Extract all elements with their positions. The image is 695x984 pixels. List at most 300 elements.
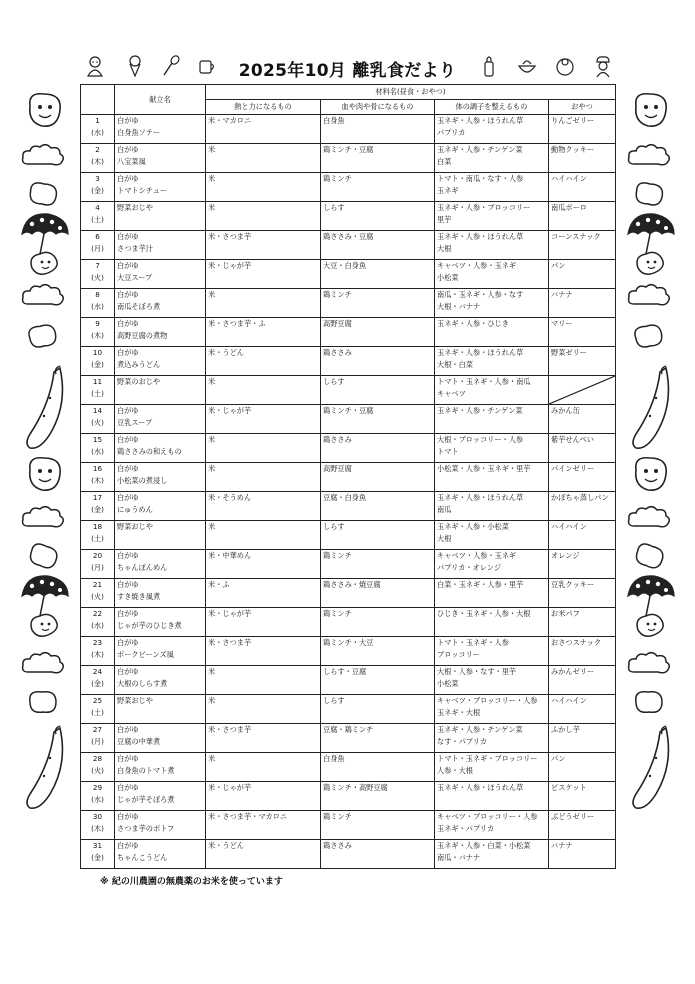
energy-line: 米・マカロニ: [208, 116, 252, 125]
menu-cell: [115, 260, 206, 289]
energy-cell: [206, 550, 321, 579]
menu-line: ちゃんぽんめん: [117, 563, 168, 572]
date-cell: [81, 811, 115, 840]
menu-line: 白がゆ: [117, 841, 139, 850]
menu-line: 野菜おじや: [117, 696, 153, 705]
snack-line: 野菜ゼリー: [551, 348, 587, 357]
right-decoration: [620, 84, 682, 884]
energy-line: 米: [208, 174, 216, 183]
blood-cell: [321, 840, 435, 869]
snack-cell: [549, 521, 616, 550]
energy-cell: [206, 782, 321, 811]
snack-cell: [549, 463, 616, 492]
energy-cell: [206, 115, 321, 144]
table-row: [81, 753, 616, 782]
pea-pod-icon: [626, 364, 676, 458]
day-number: 1: [95, 116, 100, 125]
menu-table: [80, 84, 616, 869]
menu-line: 白がゆ: [117, 116, 139, 125]
cloud-icon: [20, 142, 66, 172]
menu-line: 白がゆ: [117, 609, 139, 618]
menu-line: 白がゆ: [117, 464, 139, 473]
date-cell: [81, 579, 115, 608]
bean-face-icon: [630, 454, 672, 498]
snack-line: みかんゼリー: [551, 667, 595, 676]
menu-line: 野菜おじや: [117, 203, 153, 212]
blood-line: 鶏ミンチ・高野豆腐: [323, 783, 388, 792]
snack-line: ビスケット: [551, 783, 587, 792]
day-of-week: (水): [91, 302, 104, 311]
energy-line: 米・そうめん: [208, 493, 252, 502]
energy-line: 米: [208, 290, 216, 299]
body-line: キャベツ・ブロッコリー・人参: [437, 696, 538, 705]
day-of-week: (水): [91, 621, 104, 630]
snack-cell: [549, 405, 616, 434]
day-number: 4: [95, 203, 100, 212]
blood-line: しらす: [323, 203, 345, 212]
menu-line: さつま芋汁: [117, 244, 153, 253]
snack-line: マリー: [551, 319, 573, 328]
blood-line: 鶏ミンチ・大豆: [323, 638, 374, 647]
blood-cell: [321, 666, 435, 695]
day-number: 17: [92, 493, 103, 502]
blood-line: 豆腐・鶏ミンチ: [323, 725, 374, 734]
blood-line: 大豆・白身魚: [323, 261, 367, 270]
energy-line: 米: [208, 667, 216, 676]
menu-line: 小松菜の煮浸し: [117, 476, 168, 485]
energy-cell: [206, 434, 321, 463]
blood-line: しらす: [323, 377, 345, 386]
snack-line: バナナ: [551, 290, 573, 299]
blood-line: 鶏ミンチ: [323, 174, 352, 183]
blood-line: 鶏ささみ・豆腐: [323, 232, 374, 241]
day-of-week: (火): [91, 766, 104, 775]
day-of-week: (金): [91, 853, 104, 862]
energy-cell: [206, 289, 321, 318]
blood-line: しらす: [323, 522, 345, 531]
date-cell: [81, 260, 115, 289]
menu-cell: [115, 173, 206, 202]
body-cell: [435, 347, 549, 376]
day-of-week: (金): [91, 679, 104, 688]
body-line: 大根・バナナ: [437, 302, 481, 311]
table-row: [81, 405, 616, 434]
body-cell: [435, 695, 549, 724]
bean-face-icon: [630, 90, 672, 134]
body-line: 玉ネギ・人参・チンゲン菜: [437, 145, 523, 154]
menu-cell: [115, 608, 206, 637]
body-line: 玉ネギ・人参・ほうれん草: [437, 348, 524, 357]
date-cell: [81, 289, 115, 318]
menu-line: 白がゆ: [117, 261, 139, 270]
menu-cell: [115, 695, 206, 724]
day-of-week: (木): [91, 331, 104, 340]
blood-cell: [321, 579, 435, 608]
snack-cell: [549, 260, 616, 289]
energy-cell: [206, 724, 321, 753]
body-line: トマト・玉ネギ・人参・南瓜: [437, 377, 531, 386]
menu-cell: [115, 144, 206, 173]
snack-cell: [549, 347, 616, 376]
snack-cell: [549, 434, 616, 463]
body-line: 玉ネギ・人参・白菜・小松菜: [437, 841, 531, 850]
body-line: 白菜: [437, 157, 452, 166]
body-line: 玉ネギ・パプリカ: [437, 824, 495, 833]
snack-cell: [549, 376, 616, 405]
snack-cell: [549, 840, 616, 869]
body-line: 大根・ブロッコリー・人参: [437, 435, 524, 444]
pea-pod-icon: [20, 364, 70, 458]
cloud-icon: [626, 282, 672, 312]
day-number: 28: [92, 754, 103, 763]
menu-line: 白がゆ: [117, 667, 139, 676]
day-number: 3: [95, 174, 100, 183]
energy-cell: [206, 376, 321, 405]
blood-cell: [321, 695, 435, 724]
date-cell: [81, 318, 115, 347]
body-cell: [435, 637, 549, 666]
date-cell: [81, 202, 115, 231]
table-row: [81, 637, 616, 666]
page-title: 2025年10月 離乳食だより: [238, 61, 457, 81]
body-cell: [435, 724, 549, 753]
body-line: ひじき・玉ネギ・人参・大根: [437, 609, 531, 618]
blood-cell: [321, 289, 435, 318]
day-number: 16: [92, 464, 103, 473]
blood-cell: [321, 318, 435, 347]
snack-line: パン: [551, 261, 566, 270]
date-cell: [81, 144, 115, 173]
day-of-week: (火): [91, 273, 104, 282]
table-row: [81, 782, 616, 811]
energy-cell: [206, 579, 321, 608]
snack-cell: [549, 550, 616, 579]
blood-line: しらす: [323, 696, 345, 705]
menu-line: じゃが芋のひじき煮: [117, 621, 182, 630]
blood-cell: [321, 463, 435, 492]
body-line: 小松菜・人参・玉ネギ・里芋: [437, 464, 531, 473]
no-snack-slash: [549, 376, 615, 404]
blood-cell: [321, 434, 435, 463]
body-line: 大根: [437, 534, 452, 543]
menu-line: 白がゆ: [117, 435, 139, 444]
snack-header: おやつ: [549, 100, 616, 115]
body-line: 玉ネギ・人参・ほうれん草: [437, 232, 524, 241]
snack-line: バナナ: [551, 841, 573, 850]
energy-cell: [206, 144, 321, 173]
table-row: [81, 695, 616, 724]
body-line: トマト・玉ネギ・人参: [437, 638, 509, 647]
date-cell: [81, 405, 115, 434]
body-line: 白菜・玉ネギ・人参・里芋: [437, 580, 524, 589]
menu-line: 白がゆ: [117, 319, 139, 328]
body-line: 玉ネギ・人参・ひじき: [437, 319, 509, 328]
table-row: [81, 463, 616, 492]
table-row: [81, 434, 616, 463]
menu-line: 南瓜そぼろ煮: [117, 302, 161, 311]
day-of-week: (金): [91, 505, 104, 514]
day-of-week: (火): [91, 418, 104, 427]
blood-line: 鶏ミンチ: [323, 290, 352, 299]
blood-cell: [321, 115, 435, 144]
menu-cell: [115, 811, 206, 840]
left-decoration: [14, 84, 76, 884]
day-number: 6: [95, 232, 100, 241]
day-number: 14: [92, 406, 103, 415]
day-number: 31: [92, 841, 103, 850]
menu-cell: [115, 840, 206, 869]
body-cell: [435, 782, 549, 811]
table-row: [81, 579, 616, 608]
snack-line: オレンジ: [551, 551, 580, 560]
day-of-week: (木): [91, 650, 104, 659]
day-of-week: (水): [91, 128, 104, 137]
body-line: 小松菜: [437, 273, 459, 282]
menu-line: 白身魚ソテー: [117, 128, 161, 137]
snack-line: 紫芋せんべい: [551, 435, 594, 444]
menu-cell: [115, 289, 206, 318]
energy-line: 米: [208, 435, 216, 444]
blood-cell: [321, 202, 435, 231]
snack-line: ハイハイン: [551, 522, 587, 531]
energy-cell: [206, 492, 321, 521]
energy-line: 米・うどん: [208, 348, 244, 357]
blood-cell: [321, 724, 435, 753]
day-of-week: (水): [91, 447, 104, 456]
menu-cell: [115, 115, 206, 144]
body-cell: [435, 260, 549, 289]
menu-cell: [115, 521, 206, 550]
pea-pod-icon: [20, 724, 70, 818]
snack-line: ハイハイン: [551, 696, 587, 705]
body-cell: [435, 231, 549, 260]
umbrella-bean-icon: [18, 572, 72, 646]
energy-line: 米・じゃが芋: [208, 783, 252, 792]
menu-line: 白がゆ: [117, 406, 139, 415]
day-number: 18: [92, 522, 103, 531]
date-cell: [81, 173, 115, 202]
table-row: [81, 173, 616, 202]
energy-cell: [206, 811, 321, 840]
blood-line: 鶏ささみ・焼豆腐: [323, 580, 381, 589]
snack-cell: [549, 231, 616, 260]
day-of-week: (木): [91, 157, 104, 166]
menu-line: じゃが芋そぼろ煮: [117, 795, 175, 804]
menu-cell: [115, 405, 206, 434]
table-row: [81, 318, 616, 347]
blood-line: 白身魚: [323, 754, 345, 763]
body-line: 南瓜・玉ネギ・人参・なす: [437, 290, 524, 299]
date-cell: [81, 637, 115, 666]
day-number: 24: [92, 667, 103, 676]
bean-face-icon: [24, 90, 66, 134]
energy-cell: [206, 637, 321, 666]
menu-cell: [115, 753, 206, 782]
day-number: 8: [95, 290, 100, 299]
blood-cell: [321, 144, 435, 173]
blood-cell: [321, 550, 435, 579]
menu-line: 野菜おじや: [117, 522, 153, 531]
energy-line: 米・うどん: [208, 841, 244, 850]
cloud-icon: [626, 650, 672, 680]
blood-line: 鶏ささみ: [323, 841, 352, 850]
snack-line: りんごゼリー: [551, 116, 595, 125]
cloud-icon: [20, 650, 66, 680]
menu-line: 白がゆ: [117, 754, 139, 763]
body-line: 玉ネギ・人参・チンゲン菜: [437, 406, 523, 415]
menu-line: 大豆スープ: [117, 273, 153, 282]
kondate-header: 献立名: [115, 85, 206, 115]
body-line: 大根: [437, 244, 452, 253]
body-line: 小松菜: [437, 679, 459, 688]
body-cell: [435, 289, 549, 318]
menu-line: 鶏ささみの和えもの: [117, 447, 182, 456]
body-line: 玉ネギ・人参・ほうれん草: [437, 116, 524, 125]
blood-line: 鶏ミンチ: [323, 551, 352, 560]
body-cell: [435, 318, 549, 347]
body-cell: [435, 376, 549, 405]
blood-line: しらす・豆腐: [323, 667, 367, 676]
snack-cell: [549, 724, 616, 753]
blood-cell: [321, 637, 435, 666]
menu-line: 白がゆ: [117, 174, 139, 183]
energy-cell: [206, 231, 321, 260]
blood-cell: [321, 173, 435, 202]
day-of-week: (金): [91, 360, 104, 369]
menu-line: さつま芋のポトフ: [117, 824, 175, 833]
day-of-week: (月): [91, 563, 104, 572]
blood-cell: [321, 608, 435, 637]
body-cell: [435, 753, 549, 782]
snack-cell: [549, 753, 616, 782]
menu-line: 白がゆ: [117, 290, 139, 299]
body-line: 人参・大根: [437, 766, 473, 775]
body-line: パプリカ: [437, 128, 466, 137]
menu-cell: [115, 463, 206, 492]
table-row: [81, 811, 616, 840]
day-of-week: (土): [91, 215, 104, 224]
day-number: 10: [92, 348, 103, 357]
day-of-week: (月): [91, 244, 104, 253]
menu-line: 大根のしらす煮: [117, 679, 168, 688]
blood-line: 高野豆腐: [323, 464, 352, 473]
bean-icon: [26, 688, 60, 720]
body-line: 玉ネギ: [437, 186, 459, 195]
blood-line: 鶏ミンチ: [323, 609, 352, 618]
body-line: ブロッコリー: [437, 650, 480, 659]
snack-line: コーンスナック: [551, 232, 601, 241]
chef-child-icon: [592, 54, 614, 78]
date-cell: [81, 521, 115, 550]
energy-line: 米: [208, 464, 216, 473]
blood-line: 鶏ミンチ・豆腐: [323, 145, 374, 154]
table-row: [81, 115, 616, 144]
snack-line: みかん缶: [551, 406, 580, 415]
blood-cell: [321, 492, 435, 521]
ingredients-header: 材料名(昼食・おやつ): [206, 85, 616, 100]
body-cell: [435, 202, 549, 231]
snack-cell: [549, 492, 616, 521]
body-line: キャベツ・人参・玉ネギ: [437, 261, 517, 270]
energy-header: 熱と力になるもの: [206, 100, 321, 115]
day-of-week: (金): [91, 186, 104, 195]
snack-cell: [549, 318, 616, 347]
menu-line: ちゃんこうどん: [117, 853, 168, 862]
table-row: [81, 376, 616, 405]
date-cell: [81, 376, 115, 405]
day-number: 2: [95, 145, 100, 154]
day-number: 15: [92, 435, 103, 444]
date-header: [81, 85, 115, 115]
body-line: 玉ネギ・人参・チンゲン菜: [437, 725, 523, 734]
snack-cell: [549, 782, 616, 811]
date-cell: [81, 231, 115, 260]
energy-line: 米: [208, 145, 216, 154]
body-line: 玉ネギ・人参・ブロッコリー: [437, 203, 531, 212]
snack-line: パインゼリー: [551, 464, 595, 473]
body-cell: [435, 608, 549, 637]
body-line: 南瓜: [437, 505, 452, 514]
blood-cell: [321, 811, 435, 840]
table-row: [81, 666, 616, 695]
body-line: 大根・白菜: [437, 360, 473, 369]
blood-line: 鶏ミンチ・豆腐: [323, 406, 374, 415]
snack-cell: [549, 289, 616, 318]
menu-line: 白がゆ: [117, 812, 139, 821]
table-row: [81, 260, 616, 289]
menu-line: 白がゆ: [117, 783, 139, 792]
body-cell: [435, 173, 549, 202]
day-number: 9: [95, 319, 100, 328]
umbrella-bean-icon: [624, 572, 678, 646]
day-number: 25: [92, 696, 103, 705]
menu-cell: [115, 782, 206, 811]
snack-line: 南瓜ボーロ: [551, 203, 587, 212]
energy-cell: [206, 318, 321, 347]
blood-cell: [321, 521, 435, 550]
body-cell: [435, 666, 549, 695]
body-line: トマト: [437, 447, 459, 456]
body-line: トマト・南瓜・なす・人参: [437, 174, 524, 183]
body-line: キャベツ・人参・玉ネギ: [437, 551, 517, 560]
body-cell: [435, 434, 549, 463]
snack-line: ぶどうゼリー: [551, 812, 595, 821]
menu-cell: [115, 231, 206, 260]
body-cell: [435, 811, 549, 840]
table-row: [81, 347, 616, 376]
body-line: パプリカ・オレンジ: [437, 563, 501, 572]
menu-cell: [115, 376, 206, 405]
date-cell: [81, 840, 115, 869]
energy-cell: [206, 695, 321, 724]
energy-cell: [206, 463, 321, 492]
menu-line: 野菜のおじや: [117, 377, 161, 386]
snack-cell: [549, 173, 616, 202]
table-row: [81, 144, 616, 173]
body-cell: [435, 115, 549, 144]
snack-cell: [549, 144, 616, 173]
body-line: キャベツ・ブロッコリー・人参: [437, 812, 538, 821]
body-line: 玉ネギ・人参・小松菜: [437, 522, 509, 531]
day-number: 27: [92, 725, 103, 734]
snack-cell: [549, 202, 616, 231]
energy-line: 米: [208, 522, 216, 531]
menu-line: 白がゆ: [117, 348, 139, 357]
menu-cell: [115, 347, 206, 376]
snack-line: ふかし芋: [551, 725, 580, 734]
day-of-week: (木): [91, 476, 104, 485]
menu-cell: [115, 666, 206, 695]
